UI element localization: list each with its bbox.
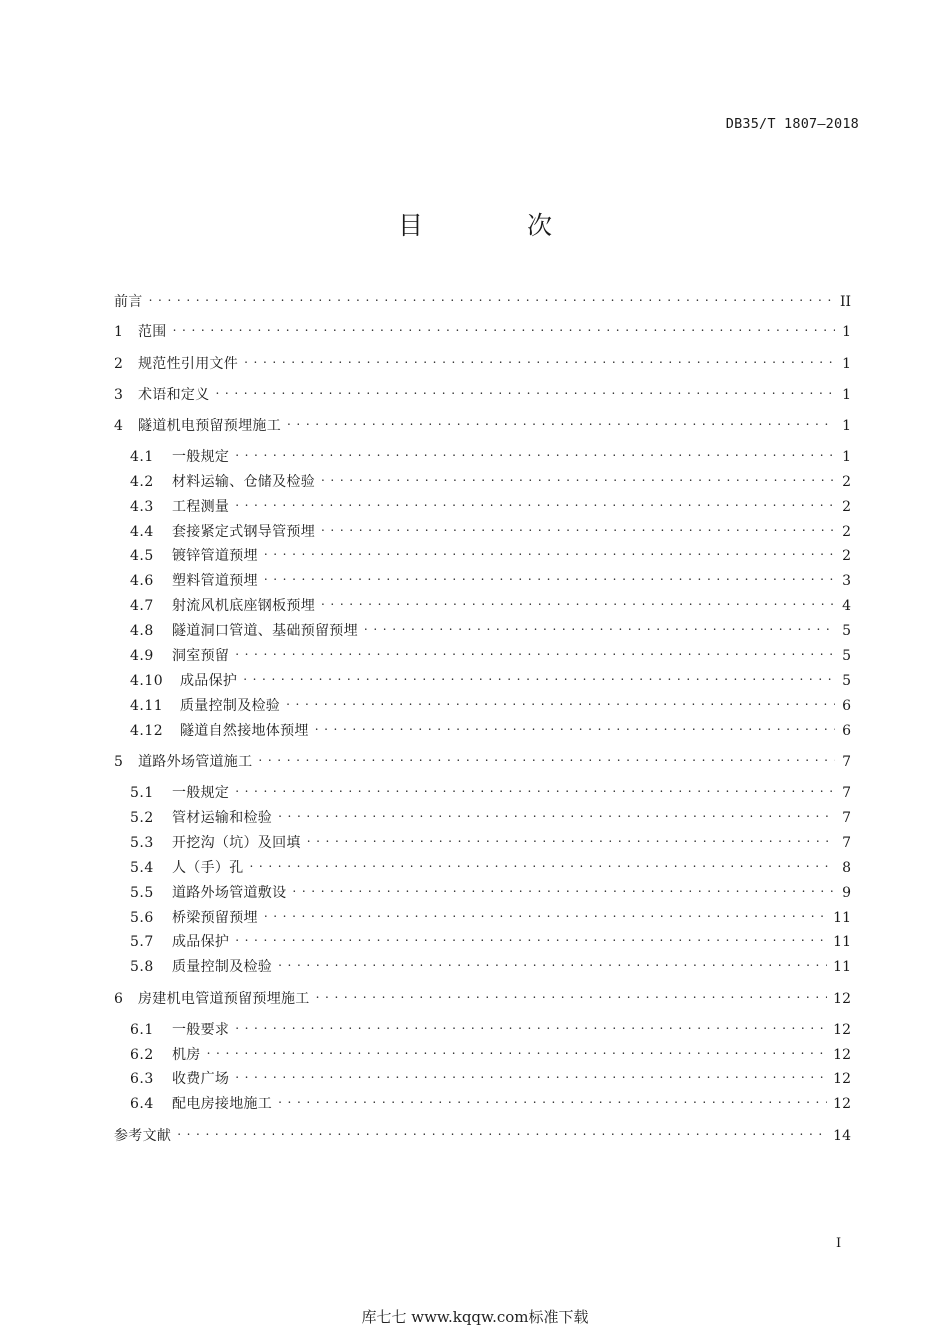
toc-leader-dots [250, 854, 836, 872]
toc-entry[interactable] [114, 350, 851, 372]
toc-entry-label: 质量控制及检验 [180, 698, 281, 714]
toc-entry-page: 14 [833, 1128, 851, 1144]
toc-entry-page: 11 [833, 934, 851, 950]
toc-entry-page: 3 [842, 573, 851, 589]
toc-entry-page: 7 [842, 810, 851, 826]
toc-leader-dots [364, 617, 835, 635]
toc-entry-label: 收费广场 [172, 1071, 230, 1087]
toc-entry-page: 2 [842, 548, 851, 564]
toc-entry-number: 5.4 [130, 860, 154, 876]
toc-entry-page: 12 [833, 1096, 851, 1112]
toc-leader-dots [292, 879, 835, 897]
toc-entry-number: 4.1 [130, 449, 154, 465]
toc-entry-label: 道路外场管道施工 [138, 754, 253, 770]
toc-entry[interactable] [130, 928, 851, 950]
toc-entry-label: 机房 [172, 1047, 201, 1063]
toc-entry-label: 术语和定义 [138, 387, 210, 403]
toc-leader-dots [235, 642, 835, 660]
toc-leader-dots [315, 717, 835, 735]
toc-entry-page: 1 [842, 449, 851, 465]
toc-entry-label: 道路外场管道敷设 [172, 885, 287, 901]
toc-entry[interactable] [130, 542, 851, 564]
toc-entry-page: 1 [842, 387, 851, 403]
toc-leader-dots [278, 804, 835, 822]
toc-entry[interactable] [130, 829, 851, 851]
toc-entry-page: 12 [833, 1071, 851, 1087]
toc-leader-dots [264, 567, 835, 585]
toc-entry[interactable] [130, 804, 851, 826]
toc-entry-label: 隧道洞口管道、基础预留预埋 [172, 623, 358, 639]
toc-leader-dots [243, 667, 835, 685]
toc-entry[interactable] [130, 667, 851, 689]
toc-entry-page: 6 [842, 723, 851, 739]
toc-leader-dots [321, 592, 835, 610]
toc-entry[interactable] [130, 953, 851, 975]
toc-entry-label: 塑料管道预埋 [172, 573, 258, 589]
toc-leader-dots [149, 288, 834, 306]
toc-entry-number: 5.2 [130, 810, 154, 826]
toc-entry[interactable] [130, 468, 851, 490]
toc-entry-number: 4.8 [130, 623, 154, 639]
toc-entry[interactable] [130, 617, 851, 639]
toc-entry-label: 前言 [114, 294, 143, 310]
toc-entry-number: 4.10 [130, 673, 164, 689]
toc-entry-number: 5.3 [130, 835, 154, 851]
toc-entry-number: 5.1 [130, 785, 154, 801]
toc-entry[interactable] [130, 717, 851, 739]
toc-entry-label: 射流风机底座钢板预埋 [172, 598, 315, 614]
toc-entry[interactable] [130, 879, 851, 901]
toc-entry[interactable] [130, 1090, 851, 1112]
toc-entry-label: 配电房接地施工 [172, 1096, 273, 1112]
toc-entry-label: 材料运输、仓储及检验 [172, 474, 315, 490]
toc-entry-number: 5.7 [130, 934, 154, 950]
toc-entry-number: 4.9 [130, 648, 154, 664]
toc-entry-page: 8 [842, 860, 851, 876]
toc-entry-number: 6 [114, 991, 124, 1007]
toc-entry-number: 4.11 [130, 698, 164, 714]
toc-entry[interactable] [130, 779, 851, 801]
toc-leader-dots [173, 318, 835, 336]
toc-leader-dots [321, 518, 835, 536]
toc-entry[interactable] [130, 1016, 851, 1038]
toc-entry-page: 6 [842, 698, 851, 714]
toc-leader-dots [177, 1122, 827, 1140]
toc-entry[interactable] [130, 493, 851, 515]
toc-entry-label: 桥梁预留预埋 [172, 910, 258, 926]
toc-entry-label: 人（手）孔 [172, 860, 244, 876]
toc-leader-dots [278, 1090, 827, 1108]
toc-entry-page: 2 [842, 524, 851, 540]
toc-entry[interactable] [130, 642, 851, 664]
toc-entry-page: 1 [842, 356, 851, 372]
toc-entry-label: 成品保护 [180, 673, 238, 689]
toc-entry-page: 1 [842, 418, 851, 434]
toc-entry-number: 6.1 [130, 1022, 154, 1038]
toc-entry[interactable] [114, 748, 851, 770]
toc-leader-dots [307, 829, 835, 847]
toc-entry-label: 工程测量 [172, 499, 230, 515]
toc-entry-label: 范围 [138, 324, 167, 340]
watermark-text: 库七七 www.kqqw.com标准下载 [361, 1308, 589, 1326]
toc-leader-dots [264, 904, 827, 922]
toc-leader-dots [258, 748, 835, 766]
standard-code: DB35/T 1807—2018 [725, 116, 859, 132]
page-title: 目 次 [398, 211, 600, 240]
toc-entry[interactable] [130, 592, 851, 614]
toc-entry[interactable] [130, 518, 851, 540]
toc-entry[interactable] [130, 854, 851, 876]
toc-entry-number: 3 [114, 387, 124, 403]
toc-entry-page: 9 [842, 885, 851, 901]
toc-leader-dots [235, 779, 835, 797]
toc-entry[interactable] [114, 412, 851, 434]
toc-entry-page: 7 [842, 785, 851, 801]
toc-leader-dots [287, 412, 835, 430]
toc-entry[interactable] [130, 904, 851, 926]
toc-entry[interactable] [130, 443, 851, 465]
toc-entry-label: 隧道自然接地体预埋 [180, 723, 309, 739]
toc-entry-label: 一般要求 [172, 1022, 230, 1038]
toc-leader-dots [235, 928, 827, 946]
toc-entry-number: 4.4 [130, 524, 154, 540]
toc-leader-dots [235, 493, 835, 511]
toc-entry-label: 镀锌管道预埋 [172, 548, 258, 564]
toc-entry[interactable] [114, 381, 851, 403]
toc-entry[interactable] [130, 1041, 851, 1063]
toc-entry[interactable] [114, 985, 851, 1007]
toc-leader-dots [235, 1016, 827, 1034]
toc-entry-label: 成品保护 [172, 934, 230, 950]
toc-entry-page: 7 [842, 754, 851, 770]
toc-leader-dots [244, 350, 835, 368]
toc-entry-page: 7 [842, 835, 851, 851]
toc-entry-number: 5.8 [130, 959, 154, 975]
toc-entry-page: 11 [833, 959, 851, 975]
page-number: I [836, 1236, 842, 1251]
toc-entry-page: 2 [842, 499, 851, 515]
toc-entry-number: 5.6 [130, 910, 154, 926]
toc-entry-number: 6.3 [130, 1071, 154, 1087]
toc-leader-dots [207, 1041, 828, 1059]
toc-entry-label: 参考文献 [114, 1128, 172, 1144]
toc-entry-page: 11 [833, 910, 851, 926]
toc-leader-dots [235, 1065, 827, 1083]
toc-entry-number: 6.4 [130, 1096, 154, 1112]
toc-entry-number: 4.3 [130, 499, 154, 515]
toc-entry-label: 套接紧定式钢导管预埋 [172, 524, 315, 540]
toc-entry-number: 4.2 [130, 474, 154, 490]
toc-entry-label: 一般规定 [172, 449, 230, 465]
toc-leader-dots [321, 468, 835, 486]
toc-entry-page: 5 [842, 623, 851, 639]
toc-entry-number: 1 [114, 324, 124, 340]
toc-entry-page: 12 [833, 1047, 851, 1063]
toc-entry-number: 5.5 [130, 885, 154, 901]
toc-entry[interactable] [114, 288, 851, 310]
toc-entry-number: 4 [114, 418, 124, 434]
toc-entry-page: 5 [842, 648, 851, 664]
toc-entry-number: 6.2 [130, 1047, 154, 1063]
toc-entry-number: 4.12 [130, 723, 164, 739]
toc-entry-label: 管材运输和检验 [172, 810, 273, 826]
toc-entry-page: 12 [833, 991, 851, 1007]
toc-entry-number: 4.7 [130, 598, 154, 614]
toc-entry-label: 洞室预留 [172, 648, 230, 664]
toc-entry-label: 质量控制及检验 [172, 959, 273, 975]
toc-entry-label: 隧道机电预留预埋施工 [138, 418, 281, 434]
toc-leader-dots [286, 692, 835, 710]
toc-leader-dots [264, 542, 835, 560]
toc-entry-number: 2 [114, 356, 124, 372]
toc-leader-dots [316, 985, 828, 1003]
toc-entry-label: 规范性引用文件 [138, 356, 239, 372]
toc-entry[interactable] [114, 1122, 851, 1144]
toc-entry-label: 一般规定 [172, 785, 230, 801]
toc-entry[interactable] [130, 1065, 851, 1087]
toc-leader-dots [235, 443, 835, 461]
toc-entry-label: 房建机电管道预留预埋施工 [138, 991, 310, 1007]
toc-leader-dots [216, 381, 836, 399]
toc-entry-page: II [839, 294, 851, 310]
toc-entry-page: 4 [842, 598, 851, 614]
toc-entry[interactable] [114, 318, 851, 340]
toc-entry[interactable] [130, 567, 851, 589]
toc-leader-dots [278, 953, 827, 971]
toc-entry-page: 2 [842, 474, 851, 490]
toc-entry-number: 4.6 [130, 573, 154, 589]
toc-entry[interactable] [130, 692, 851, 714]
toc-entry-page: 1 [842, 324, 851, 340]
toc-entry-page: 5 [842, 673, 851, 689]
toc-entry-number: 5 [114, 754, 124, 770]
toc-entry-page: 12 [833, 1022, 851, 1038]
toc-entry-number: 4.5 [130, 548, 154, 564]
toc-entry-label: 开挖沟（坑）及回填 [172, 835, 301, 851]
